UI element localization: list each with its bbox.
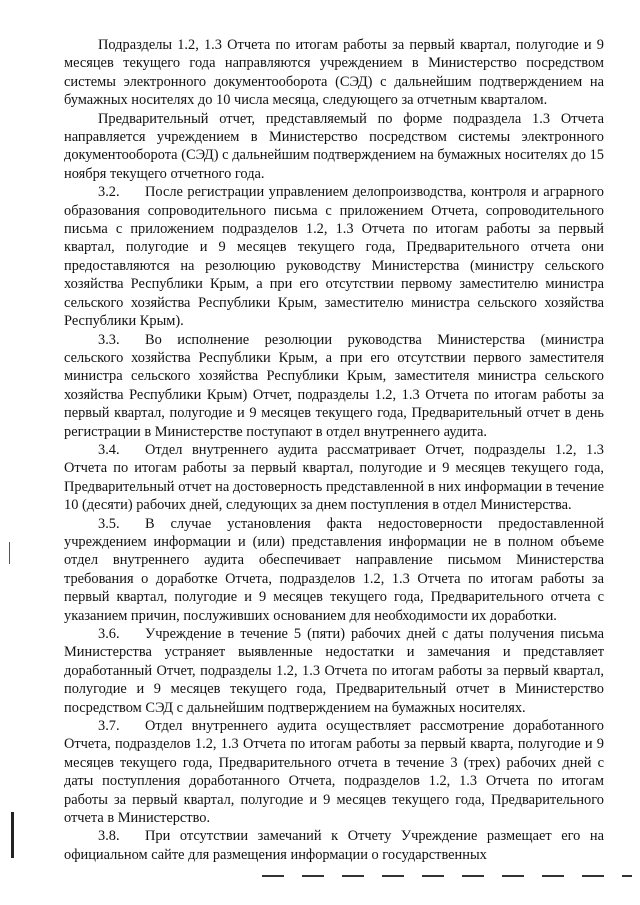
paragraph-2: Предварительный отчет, представляемый по форме подраздела 1.3 Отчета направляется учреждением в Министерство посредством системы электронного документооборота (СЭД) с дальнейшим подтверждением на бумажных носителях до 15 ноября текущего отчетного года. bbox=[64, 110, 604, 182]
clause-number: 3.8. bbox=[98, 828, 120, 845]
scan-margin-mark-bottom bbox=[11, 812, 14, 858]
clause-number: 3.2. bbox=[98, 184, 120, 201]
paragraph-3-5: 3.5. В случае установления факта недостоверности предоставленной учреждением информации и (или) представления информации не в полном объеме отдел внутреннего аудита обеспечивает направление письмом Министерства требования о доработке Отчета, подразделов 1.2, 1.3 Отчета по итогам работы за первый квартал, полугодие и 9 месяцев текущего года, Предварительного отчета с указанием причин, послуживших основанием для необходимости их доработки. bbox=[64, 515, 604, 624]
scan-margin-mark bbox=[9, 542, 10, 564]
paragraph-3-4: 3.4. Отдел внутреннего аудита рассматривает Отчет, подразделы 1.2, 1.3 Отчета по итогам работы за первый квартал, полугодие и 9 месяцев текущего года, Предварительный отчет на достоверность представленной в них информации в течение 10 (десяти) рабочих дней, следующих за днем поступления в отдел Министерства. bbox=[64, 441, 604, 514]
scan-footer-dashes bbox=[262, 875, 632, 877]
paragraph-3-2: 3.2. После регистрации управлением делопроизводства, контроля и аграрного образования сопроводительного письма с приложением Отчета, сопроводительного письма с приложением подразделов 1.2, 1.3 Отчета по итогам работы за первый квартал, полугодие и 9 месяцев текущего года, Предварительного отчета они предоставляются на резолюцию руководству Министерства (министру сельского хозяйства Республики Крым, а при его отсутствии первому заместителю министра сельского хозяйства Республики Крым, заместителю министра сельского хозяйства Республики Крым). bbox=[64, 184, 604, 330]
paragraph-3-7: 3.7. Отдел внутреннего аудита осуществляет рассмотрение доработанного Отчета, подразделов 1.2, 1.3 Отчета по итогам работы за первый кварта, полугодие и 9 месяцев текущего года, Предварительного отчета в течение 3 (трех) рабочих дней с даты поступления доработанного Отчета, подразделов 1.2, 1.3 Отчета по итогам работы за первый квартал, полугодие и 9 месяцев текущего года, Предварительного отчета в Министерство. bbox=[64, 718, 604, 827]
document-page bbox=[64, 36, 604, 864]
clause-number: 3.4. bbox=[98, 441, 120, 458]
paragraph-3-8: 3.8. При отсутствии замечаний к Отчету Учреждение размещает его на официальном сайте для размещения информации о государственных bbox=[64, 828, 604, 863]
paragraph-3-3: 3.3. Во исполнение резолюции руководства Министерства (министра сельского хозяйства Республики Крым, а при его отсутствии первого заместителя министра сельского хозяйства Республики Крым, заместителя министра сельского хозяйства Республики Крым) Отчет, подразделы 1.2, 1.3 Отчета по итогам работы за первый квартал, полугодие и 9 месяцев текущего года, Предварительный отчет в день регистрации в Министерстве поступают в отдел внутреннего аудита. bbox=[64, 331, 604, 440]
paragraph-3-6: 3.6. Учреждение в течение 5 (пяти) рабочих дней с даты получения письма Министерства устраняет выявленные недостатки и замечания и представляет доработанный Отчет, подразделы 1.2, 1.3 Отчета по итогам работы за первый квартал, полугодие и 9 месяцев текущего года, Предварительный отчет в Министерство посредством СЭД с дальнейшим подтверждением на бумажных носителях. bbox=[64, 626, 604, 716]
clause-number: 3.3. bbox=[98, 331, 120, 348]
clause-number: 3.6. bbox=[98, 626, 120, 642]
clause-number: 3.7. bbox=[98, 718, 120, 735]
clause-number: 3.5. bbox=[98, 515, 120, 532]
paragraph-1: Подразделы 1.2, 1.3 Отчета по итогам работы за первый квартал, полугодие и 9 месяцев текущего года направляются учреждением в Министерство посредством системы электронного документооборота (СЭД) с дальнейшим подтверждением на бумажных носителях до 10 числа месяца, следующего за отчетным кварталом. bbox=[64, 37, 604, 109]
